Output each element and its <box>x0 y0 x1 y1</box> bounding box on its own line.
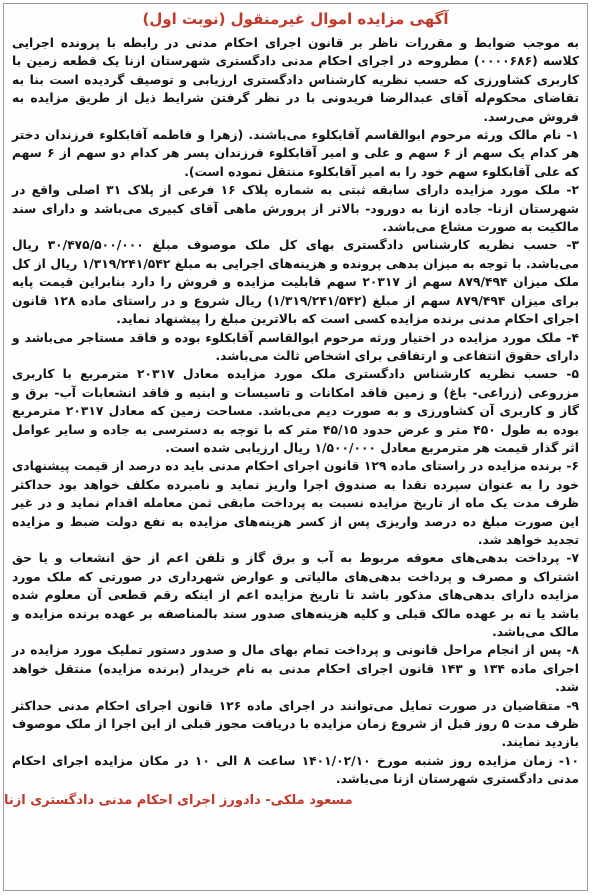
notice-item-6: ۶- برنده مزایده در راستای ماده ۱۲۹ قانون اجرای احکام مدنی باید ده درصد از قیمت پیشنهادی خود را به عنوان سپرده نقدا به صندوق اجرا واریز نماید و نامبرده مکلف خواهد بود حداکثر ظرف مدت یک ماه از تاریخ مزایده نسبت به پرداخت مابقی ثمن معامله اقدام نماید و در غیر این صورت مبلغ ده درصد واریزی پس از کسر هزینه‌های مزایده به نفع دولت ضبط و مزایده تجدید خواهد شد. <box>12 459 579 547</box>
notice-item-10: ۱۰- زمان مزایده روز شنبه مورخ ۱۴۰۱/۰۲/۱۰ ساعت ۸ الی ۱۰ در مکان مزایده اجرای احکام مدنی دادگستری شهرستان ازنا می‌باشد. <box>12 753 579 787</box>
notice-item-9: ۹- متقاضیان در صورت تمایل می‌توانند در اجرای ماده ۱۲۶ قانون اجرای احکام مدنی حداکثر ظرف مدت ۵ روز قبل از شروع زمان مزایده با دریافت مجوز قبلی از این اجرا از ملک موصوف بازدید نمایند. <box>12 698 579 750</box>
notice-intro: به موجب ضوابط و مقررات ناظر بر قانون اجرای احکام مدنی در رابطه با پرونده اجرایی کلاسه (۰۰۰۰۶۸۶) مطروحه در اجرای احکام مدنی دادگستری شهرستان ازنا یک قطعه زمین با کاربری کشاورزی که حسب نظریه کارشناس دادگستری ارزیابی و توصیف گردیده است بنا به تقاضای محکوم‌له آقای عبدالرضا فریدونی با در نظر گرفتن شرایط ذیل از طریق مزایده به فروش می‌رسد. <box>12 36 579 124</box>
notice-title: آگهی مزایده اموال غیرمنقول (نوبت اول) <box>142 10 449 28</box>
notice-item-2: ۲- ملک مورد مزایده دارای سابقه ثبتی به شماره پلاک ۱۶ فرعی از پلاک ۳۱ اصلی واقع در شهرستان ازنا- جاده ازنا به دورود- بالاتر از پرورش ماهی آقای کبیری می‌باشد و دارای سند مالکیت به صورت مشاع می‌باشد. <box>12 183 580 235</box>
notice-item-3: ۳- حسب نظریه کارشناس دادگستری بهای کل ملک موصوف مبلغ ۳۰/۴۷۵/۵۰۰/۰۰۰ ریال می‌باشد. با توجه به میزان بدهی پرونده و هزینه‌های اجرایی به مبلغ ۱/۳۱۹/۲۴۱/۵۴۲ ریال از کل ملک میزان ۸۷۹/۴۹۴ سهم از ۲۰۳۱۷ سهم قابلیت مزایده و فروش را دارد بنابراین قیمت پایه برای میزان ۸۷۹/۴۹۴ سهم از مبلغ (۱/۳۱۹/۲۴۱/۵۴۲) ریال شروع و در راستای ماده ۱۲۸ قانون اجرای احکام مدنی برنده مزایده کسی است که بالاترین مبلغ را پیشنهاد نماید. <box>12 238 580 327</box>
notice-item-8: ۸- پس از انجام مراحل قانونی و پرداخت تمام بهای مال و صدور دستور تملیک مورد مزایده در اجرای ماده ۱۳۴ و ۱۴۳ قانون اجرای احکام مدنی به نام خریدار (برنده مزایده) منتقل خواهد شد. <box>12 643 579 695</box>
notice-item-5: ۵- حسب نظریه کارشناس دادگستری ملک مورد مزایده معادل ۲۰۳۱۷ مترمربع با کاربری مزروعی (زراعی- باغ) و زمین فاقد امکانات و تاسیسات و ابنیه و فاقد انشعابات آب- برق و گاز و کاربری آن کشاورزی و به صورت دیم می‌باشد. مساحت زمین که معادل ۲۰۳۱۷ مترمربع بوده به طول ۴۵۰ متر و عرض حدود ۴۵/۱۵ متر که با توجه به دسترسی به جاده و سایر عوامل اثر گذار قیمت هر مترمربع معادل ۱/۵۰۰/۰۰۰ ریال ارزیابی شده است. <box>12 367 579 455</box>
notice-item-4: ۴- ملک مورد مزایده در اختیار ورثه مرحوم ابوالقاسم آقابکلوء بوده و فاقد مستاجر می‌باشد و دارای حقوق انتفاعی و ارتفاقی برای اشخاص ثالث می‌باشد. <box>12 330 579 363</box>
notice-signature: مسعود ملکی- دادورز اجرای احکام مدنی دادگستری ازنا <box>4 792 353 808</box>
notice-body <box>4 34 587 789</box>
auction-notice <box>3 3 588 891</box>
notice-item-7: ۷- پرداخت بدهی‌های معوقه مربوط به آب و برق گاز و تلفن اعم از حق انشعاب و یا حق اشتراک و مصرف و پرداخت بدهی‌های مالیاتی و عوارض شهرداری در صورتی که ملک مورد مزایده دارای بدهی‌های مذکور باشد تا تاریخ مزایده اعم از اینکه رقم قطعی آن معلوم شده باشد یا نه بر عهده مالک قبلی و کلیه هزینه‌های صدور سند بالمناصفه بر عهده برنده مزایده و مالک می‌باشد. <box>12 551 579 639</box>
notice-item-1: ۱- نام مالک ورثه مرحوم ابوالقاسم آقابکلوء می‌باشند. (زهرا و فاطمه آقابکلوء فرزندان دختر هر کدام یک سهم از ۶ سهم و علی و امیر آقابکلوء فرزندان پسر هر کدام دو سهم از ۶ سهم که علی آقابکلوء سهم خود را به امیر آقابکلوء منتقل نموده است). <box>12 128 579 179</box>
